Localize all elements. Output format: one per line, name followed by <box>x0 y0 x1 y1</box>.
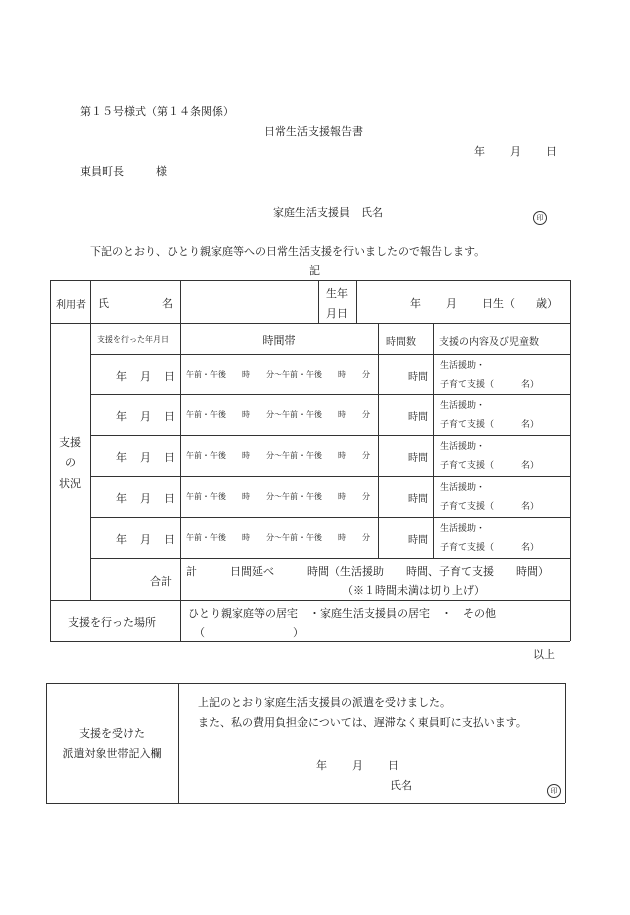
user-birth-label-1: 生年 <box>326 287 348 300</box>
row-year: 年 <box>116 370 127 383</box>
header-support-date: 支援を行った年月日 <box>97 335 169 344</box>
row-day: 日 <box>164 451 175 464</box>
row-time-range: 午前・午後 時 分～午前・午後 時 分 <box>186 492 370 501</box>
row-content-2: 子育て支援（ 名） <box>440 380 540 390</box>
user-name-label-1: 氏 <box>98 297 109 310</box>
receipt-date-day: 日 <box>388 759 399 772</box>
row-day: 日 <box>164 533 175 546</box>
user-age: 歳） <box>536 297 558 310</box>
row-content-1: 生活援助・ <box>440 442 486 452</box>
receipt-line-1: 上記のとおり家庭生活支援員の派遣を受けました。 <box>198 696 451 709</box>
row-month: 月 <box>140 370 151 383</box>
row-month: 月 <box>140 451 151 464</box>
receipt-date-year: 年 <box>316 759 327 772</box>
user-birth-month: 月 <box>446 297 457 310</box>
row-month: 月 <box>140 492 151 505</box>
addressee-name: 東員町長 <box>80 165 124 178</box>
row-year: 年 <box>116 492 127 505</box>
place-line-2: （ ） <box>194 626 304 639</box>
ijou-label: 以上 <box>533 648 555 661</box>
row-content-1: 生活援助・ <box>440 401 486 411</box>
row-hours: 時間 <box>408 494 428 505</box>
row-content-1: 生活援助・ <box>440 483 486 493</box>
row-time-range: 午前・午後 時 分～午前・午後 時 分 <box>186 410 370 419</box>
form-number: 第１５号様式（第１４条関係） <box>80 105 234 118</box>
total-line-1: 計 日間延べ 時間（生活援助 時間、子育て支援 時間） <box>186 565 549 578</box>
row-hours: 時間 <box>408 535 428 546</box>
row-hours: 時間 <box>408 412 428 423</box>
row-year: 年 <box>116 410 127 423</box>
header-date-day: 日 <box>546 145 557 158</box>
support-side-label-2: の <box>65 456 76 469</box>
total-line-2: （※１時間未満は切り上げ） <box>342 584 485 597</box>
user-birth-year: 年 <box>410 297 421 310</box>
row-month: 月 <box>140 533 151 546</box>
row-day: 日 <box>164 410 175 423</box>
user-row-label: 利用者 <box>56 300 86 311</box>
row-month: 月 <box>140 410 151 423</box>
place-label: 支援を行った場所 <box>68 616 156 629</box>
row-content-2: 子育て支援（ 名） <box>440 502 540 512</box>
row-year: 年 <box>116 451 127 464</box>
row-year: 年 <box>116 533 127 546</box>
header-date-month: 月 <box>510 145 521 158</box>
reporter-label: 家庭生活支援員 氏名 <box>273 206 383 219</box>
row-time-range: 午前・午後 時 分～午前・午後 時 分 <box>186 533 370 542</box>
row-hours: 時間 <box>408 453 428 464</box>
row-content-1: 生活援助・ <box>440 361 486 371</box>
receipt-seal-icon: 印 <box>547 778 561 798</box>
row-content-1: 生活援助・ <box>440 524 486 534</box>
receipt-label-1: 支援を受けた <box>79 727 145 740</box>
user-birth-day: 日生（ <box>482 297 515 310</box>
row-content-2: 子育て支援（ 名） <box>440 420 540 430</box>
row-content-2: 子育て支援（ 名） <box>440 543 540 553</box>
receipt-name-label: 氏名 <box>390 779 412 792</box>
header-time-range: 時間帯 <box>262 334 296 347</box>
row-day: 日 <box>164 492 175 505</box>
intro-text: 下記のとおり、ひとり親家庭等への日常生活支援を行いましたので報告します。 <box>90 245 486 258</box>
ki-label: 記 <box>309 264 320 277</box>
row-hours: 時間 <box>408 372 428 383</box>
form-title: 日常生活支援報告書 <box>264 125 363 138</box>
receipt-label-2: 派遣対象世帯記入欄 <box>62 747 162 760</box>
user-birth-label-2: 月日 <box>326 307 348 320</box>
row-day: 日 <box>164 370 175 383</box>
row-time-range: 午前・午後 時 分～午前・午後 時 分 <box>186 451 370 460</box>
receipt-date-month: 月 <box>352 759 363 772</box>
row-time-range: 午前・午後 時 分～午前・午後 時 分 <box>186 370 370 379</box>
support-side-label-3: 状況 <box>59 477 81 490</box>
support-side-label-1: 支援 <box>59 436 81 449</box>
header-date-year: 年 <box>474 145 485 158</box>
row-content-2: 子育て支援（ 名） <box>440 461 540 471</box>
total-label: 合計 <box>150 575 172 588</box>
receipt-line-2: また、私の費用負担金については、遅滞なく東員町に支払います。 <box>198 716 527 729</box>
header-hours: 時間数 <box>386 337 416 348</box>
user-name-label-2: 名 <box>162 297 173 310</box>
header-content: 支援の内容及び児童数 <box>439 337 539 348</box>
place-line-1: ひとり親家庭等の居宅 ・家庭生活支援員の居宅 ・ その他 <box>188 607 496 620</box>
addressee-honorific: 様 <box>156 165 167 178</box>
reporter-seal-icon: 印 <box>533 205 547 225</box>
